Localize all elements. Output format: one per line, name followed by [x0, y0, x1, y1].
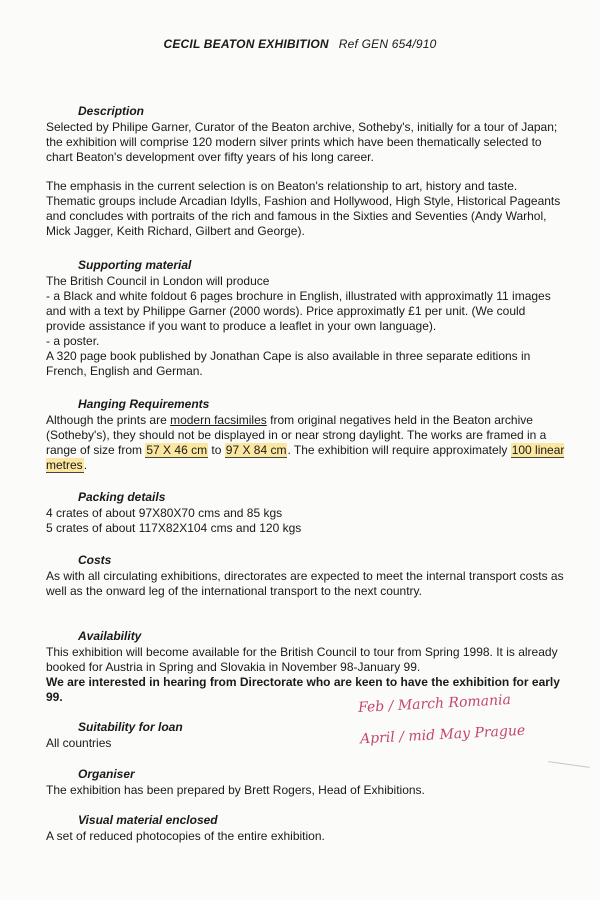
- hanging-text-part: . The exhibition will require approximately: [287, 443, 511, 457]
- handwritten-note-romania: Feb / March Romania: [357, 692, 512, 716]
- availability-heading: Availability: [78, 629, 142, 643]
- hanging-text-part: from original negatives held in the Beaton archive (Sotheby's), they should not be displayed in or near strong daylight. The works are framed in a range of size from: [46, 413, 547, 457]
- supporting-heading: Supporting material: [78, 258, 192, 272]
- availability-bold-text: We are interested in hearing from Directorate who are keen to have the exhibition for early 99.: [46, 675, 560, 704]
- description-paragraph-2: The emphasis in the current selection is on Beaton's relationship to art, history and taste. Thematic groups include Arcadian Idylls, Fashion and Hollywood, High Style, Historical Pageants and concludes with portraits of the rich and famous in the Sixties and Seventies (Andy Warhol, Mick Jagger, Keith Richard, Gilbert and George).: [46, 179, 561, 238]
- description-section: [46, 104, 566, 239]
- suitability-heading: Suitability for loan: [78, 720, 183, 734]
- hanging-section: [46, 397, 566, 473]
- highlight-linear-metres: 100 linear metres: [46, 443, 565, 472]
- packing-line-2: 5 crates of about 117X82X104 cms and 120 kgs: [46, 521, 302, 535]
- organiser-heading: Organiser: [78, 767, 135, 781]
- organiser-section: [46, 767, 566, 798]
- organiser-text: The exhibition has been prepared by Brett Rogers, Head of Exhibitions.: [46, 783, 425, 797]
- suitability-text: All countries: [46, 736, 112, 750]
- hanging-text-part: to: [208, 443, 225, 457]
- packing-line-1: 4 crates of about 97X80X70 cms and 85 kgs: [46, 506, 283, 520]
- supporting-line-1: The British Council in London will produce: [46, 274, 270, 288]
- supporting-line-4: A 320 page book published by Jonathan Cape is also available in three separate editions in French, English and German.: [46, 349, 531, 378]
- handwritten-note-prague: April / mid May Prague: [359, 722, 526, 748]
- supporting-line-3: - a poster.: [46, 334, 100, 348]
- packing-section: [46, 490, 566, 536]
- costs-heading: Costs: [78, 553, 112, 567]
- visual-material-section: [46, 813, 566, 844]
- description-paragraph-1: Selected by Philipe Garner, Curator of the Beaton archive, Sotheby's, initially for a tour of Japan; the exhibition will comprise 120 modern silver prints which have been thematically selected to chart Beaton's development over fifty years of his long career.: [46, 120, 558, 164]
- availability-text: This exhibition will become available for the British Council to tour from Spring 1998. It is already booked for Austria in Spring and Slovakia in November 98-January 99.: [46, 645, 558, 674]
- description-heading: Description: [78, 104, 145, 118]
- page-title: [0, 37, 600, 51]
- underlined-facsimiles: modern facsimiles: [170, 413, 267, 427]
- packing-heading: Packing details: [78, 490, 166, 504]
- costs-text: As with all circulating exhibitions, directorates are expected to meet the internal transport costs as well as the onward leg of the international transport to the next country.: [46, 569, 564, 598]
- hanging-heading: Hanging Requirements: [78, 397, 210, 411]
- hanging-text-part: .: [83, 458, 88, 472]
- hanging-text: [46, 413, 566, 473]
- highlight-min-size: 57 X 46 cm: [146, 443, 208, 457]
- reference-number: Ref GEN 654/910: [338, 37, 437, 51]
- hanging-text-part: Although the prints are: [46, 413, 171, 427]
- exhibition-title: CECIL BEATON EXHIBITION: [163, 37, 329, 51]
- costs-section: [46, 553, 566, 599]
- supporting-line-2: - a Black and white foldout 6 pages brochure in English, illustrated with approximatly 11 images and with a text by Philippe Garner (2000 words). Price approximatly £1 per unit. (We could provide assistance if you want to produce a leaflet in your own language).: [46, 289, 551, 333]
- visual-material-text: A set of reduced photocopies of the entire exhibition.: [46, 829, 325, 843]
- supporting-section: [46, 258, 566, 379]
- visual-material-heading: Visual material enclosed: [78, 813, 218, 827]
- highlight-max-size: 97 X 84 cm: [225, 443, 287, 457]
